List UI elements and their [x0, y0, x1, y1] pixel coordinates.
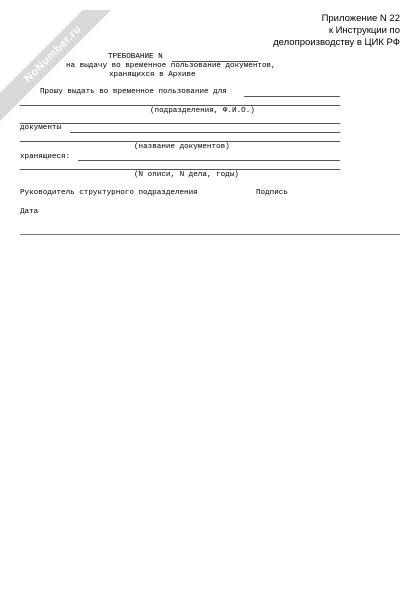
stored-label: хранящиеся:	[20, 153, 71, 161]
appendix-line-3: делопроизводству в ЦИК РФ	[273, 37, 400, 48]
documents-label: документы	[20, 124, 62, 132]
documents-line-3[interactable]	[20, 141, 340, 142]
signature-label: Подпись	[256, 189, 288, 197]
form-title: ТРЕБОВАНИЕ N	[108, 53, 163, 61]
watermark-ribbon	[0, 10, 134, 130]
appendix-line-1: Приложение N 22	[321, 13, 400, 24]
watermark-text: NoNumber.ru	[22, 23, 84, 85]
documents-line-2[interactable]	[70, 132, 340, 133]
request-text: Прошу выдать во временное пользование для	[40, 88, 227, 96]
hint-inventory: (N описи, N дела, годы)	[134, 171, 239, 179]
unit-line[interactable]	[20, 105, 340, 106]
form-subtitle-2: хранящихся в Архиве	[109, 71, 196, 79]
head-label: Руководитель структурного подразделения	[20, 189, 198, 197]
stored-line-2[interactable]	[20, 169, 340, 170]
bottom-separator	[20, 234, 400, 235]
stored-line-1[interactable]	[78, 160, 340, 161]
purpose-line[interactable]	[244, 96, 340, 97]
documents-line-1[interactable]	[20, 123, 340, 124]
form-subtitle-1: на выдачу во временное пользование документов,	[66, 62, 276, 70]
hint-unit: (подразделения, Ф.И.О.)	[150, 107, 255, 115]
date-label: Дата	[20, 208, 39, 216]
hint-documents: (название документов)	[134, 143, 230, 151]
appendix-line-2: к Инструкции по	[328, 25, 400, 36]
appendix-header	[240, 13, 400, 49]
